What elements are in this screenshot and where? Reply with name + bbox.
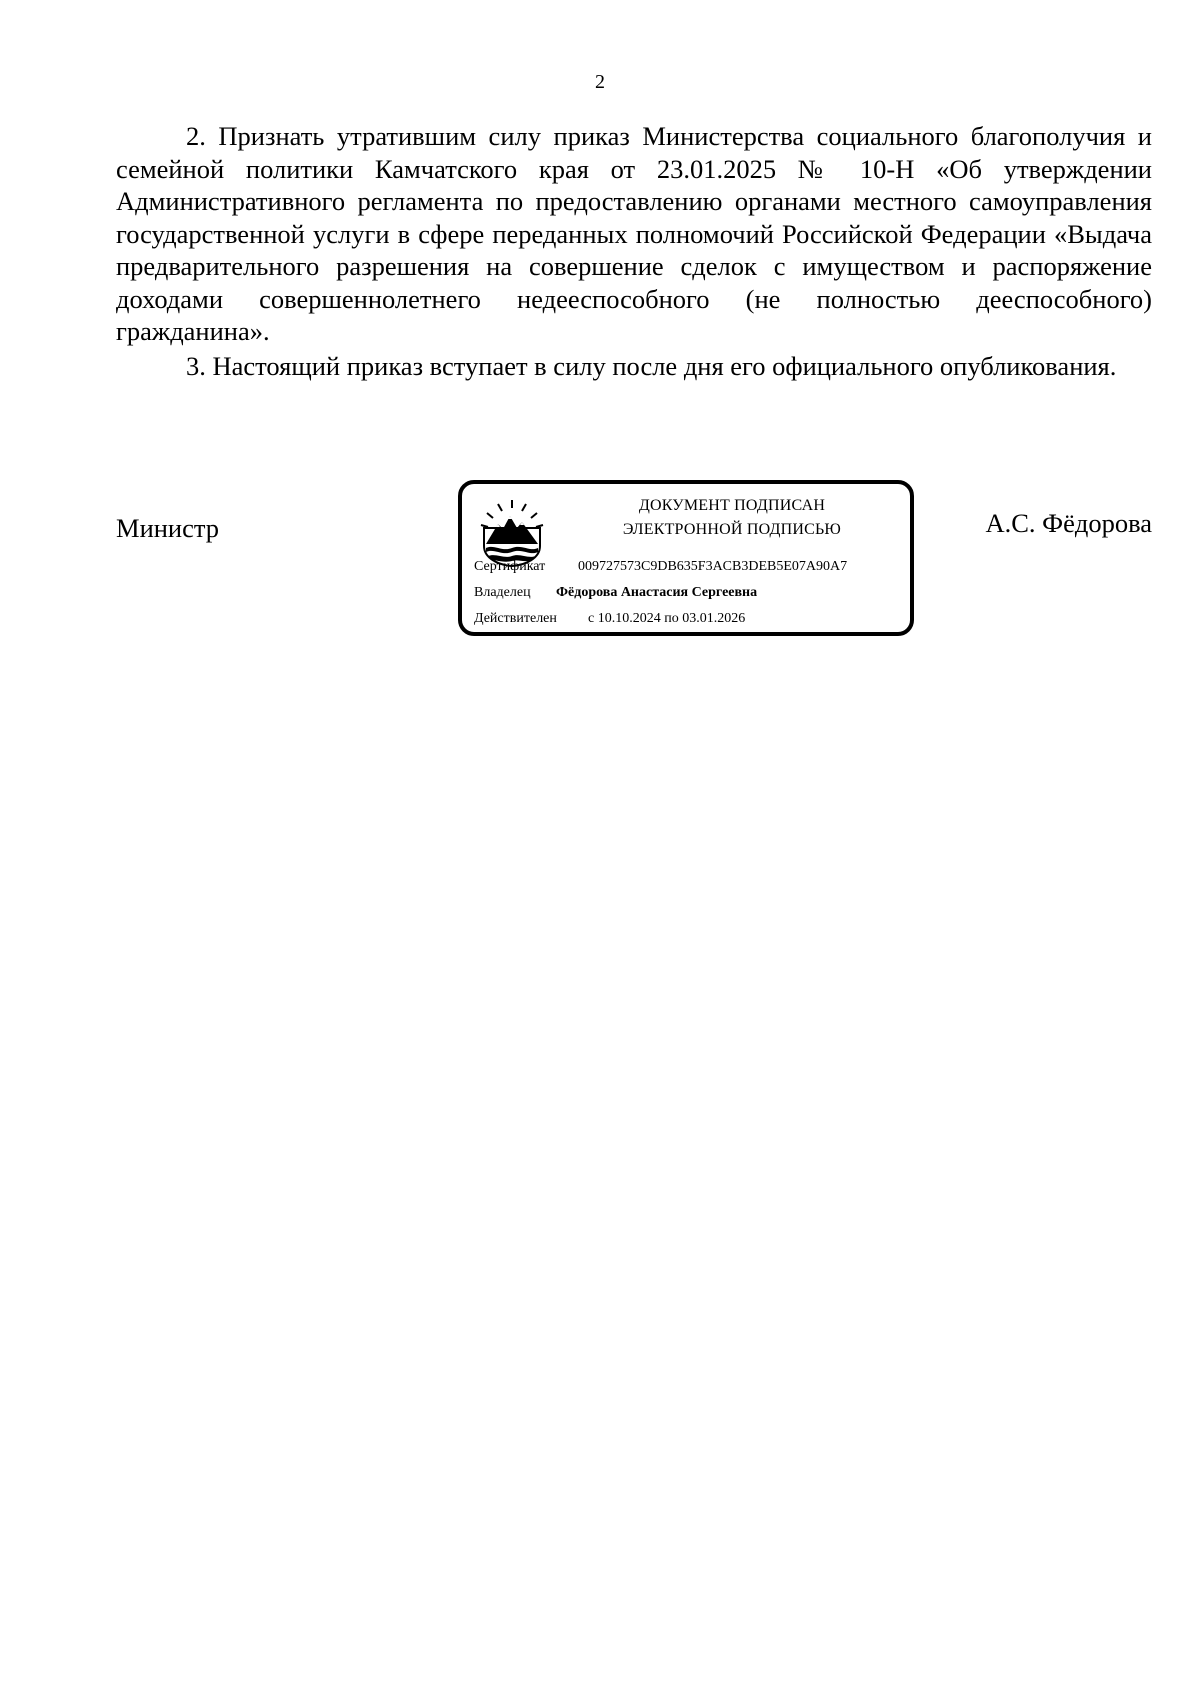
certificate-value: 009727573C9DB635F3ACB3DEB5E07A90A7 — [578, 559, 848, 574]
validity-value: с 10.10.2024 по 03.01.2026 — [588, 611, 746, 626]
stamp-owner-row — [474, 584, 758, 602]
page-number: 2 — [595, 71, 605, 93]
paragraph-item-2: 2. Признать утратившим силу приказ Министерства социального благополучия и семейной политики Камчатского края от 23.01.2025 № 10-Н «Об утверждении Административного регламента по предоставлению органами местного самоуправления государственной услуги в сфере переданных полномочий Российской Федерации «Выдача предварительного разрешения на совершение сделок с имуществом и распоряжение доходами совершеннолетнего недееспособного (не полностью дееспособного) гражданина». — [116, 121, 1152, 346]
owner-label: Владелец — [474, 585, 531, 600]
stamp-title-line-1: ДОКУМЕНТ ПОДПИСАН — [638, 497, 826, 514]
owner-value: Фёдорова Анастасия Сергеевна — [556, 585, 758, 600]
stamp-title-line-2: ЭЛЕКТРОННОЙ ПОДПИСЬЮ — [622, 521, 842, 538]
signatory-name: А.С. Фёдорова — [985, 508, 1152, 538]
stamp-certificate-row — [474, 558, 848, 576]
paragraph-item-3: 3. Настоящий приказ вступает в силу после дня его официального опубликования. — [186, 351, 1117, 381]
stamp-validity-row — [474, 610, 746, 628]
stamp-title — [562, 494, 902, 542]
certificate-label: Сертификат — [474, 559, 546, 574]
signatory-title: Министр — [116, 513, 220, 543]
electronic-signature-stamp — [458, 480, 914, 636]
validity-label: Действителен — [474, 611, 557, 626]
